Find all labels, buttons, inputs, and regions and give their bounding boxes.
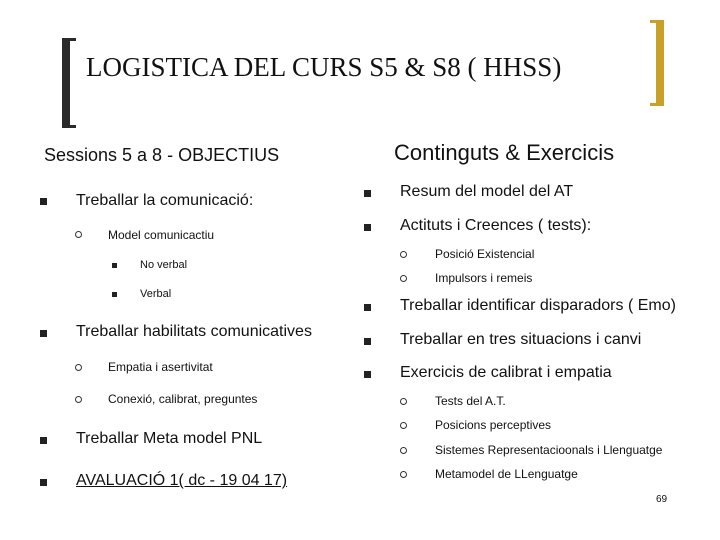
list-item: Posició Existencial bbox=[435, 247, 535, 261]
bullet-square-icon bbox=[364, 190, 371, 197]
list-item: Model comunicactiu bbox=[108, 228, 215, 242]
list-item: Treballar habilitats comunicatives bbox=[76, 323, 312, 340]
list-item: Exercicis de calibrat i empatia bbox=[400, 364, 612, 381]
title-bracket-left bbox=[62, 38, 76, 128]
bullet-square-icon bbox=[364, 338, 371, 345]
list-item: Posicions perceptives bbox=[435, 418, 552, 432]
left-column-heading: Sessions 5 a 8 - OBJECTIUS bbox=[44, 145, 280, 165]
bullet-square-icon bbox=[112, 263, 117, 268]
bullet-circle-icon bbox=[400, 422, 407, 429]
list-item: Tests del A.T. bbox=[435, 394, 506, 408]
bullet-square-icon bbox=[364, 304, 371, 311]
bullet-circle-icon bbox=[400, 398, 407, 405]
bullet-square-icon bbox=[40, 330, 47, 337]
list-item: Sistemes Representacioonals i Llenguatge bbox=[435, 443, 663, 457]
list-item: Empatia i asertivitat bbox=[108, 360, 213, 374]
bullet-square-icon bbox=[112, 292, 117, 297]
list-item: Metamodel de LLenguatge bbox=[435, 467, 578, 481]
bullet-square-icon bbox=[40, 198, 47, 205]
list-item: Verbal bbox=[140, 288, 172, 300]
list-item: Actituts i Creences ( tests): bbox=[400, 217, 592, 234]
title-bracket-right bbox=[650, 20, 664, 106]
bullet-circle-icon bbox=[400, 275, 407, 282]
list-item: AVALUACIÓ 1( dc - 19 04 17) bbox=[76, 472, 288, 489]
list-item: No verbal bbox=[140, 259, 188, 271]
bullet-circle-icon bbox=[400, 471, 407, 478]
bullet-circle-icon bbox=[75, 231, 82, 238]
bullet-square-icon bbox=[364, 371, 371, 378]
bullet-circle-icon bbox=[400, 447, 407, 454]
bullet-square-icon bbox=[40, 479, 47, 486]
bullet-square-icon bbox=[40, 437, 47, 444]
right-column-heading: Continguts & Exercicis bbox=[394, 140, 615, 165]
list-item: Treballar en tres situacions i canvi bbox=[400, 331, 642, 348]
page-number: 69 bbox=[656, 494, 668, 505]
list-item: Treballar identificar disparadors ( Emo) bbox=[400, 297, 676, 314]
list-item: Treballar la comunicació: bbox=[76, 192, 254, 209]
list-item: Treballar Meta model PNL bbox=[76, 430, 263, 447]
list-item: Resum del model del AT bbox=[400, 183, 574, 200]
bullet-circle-icon bbox=[75, 396, 82, 403]
slide-title: LOGISTICA DEL CURS S5 & S8 ( HHSS) bbox=[86, 52, 562, 82]
bullet-square-icon bbox=[364, 224, 371, 231]
bullet-circle-icon bbox=[75, 364, 82, 371]
list-item: Conexió, calibrat, preguntes bbox=[108, 392, 258, 406]
list-item: Impulsors i remeis bbox=[435, 271, 533, 285]
bullet-circle-icon bbox=[400, 251, 407, 258]
